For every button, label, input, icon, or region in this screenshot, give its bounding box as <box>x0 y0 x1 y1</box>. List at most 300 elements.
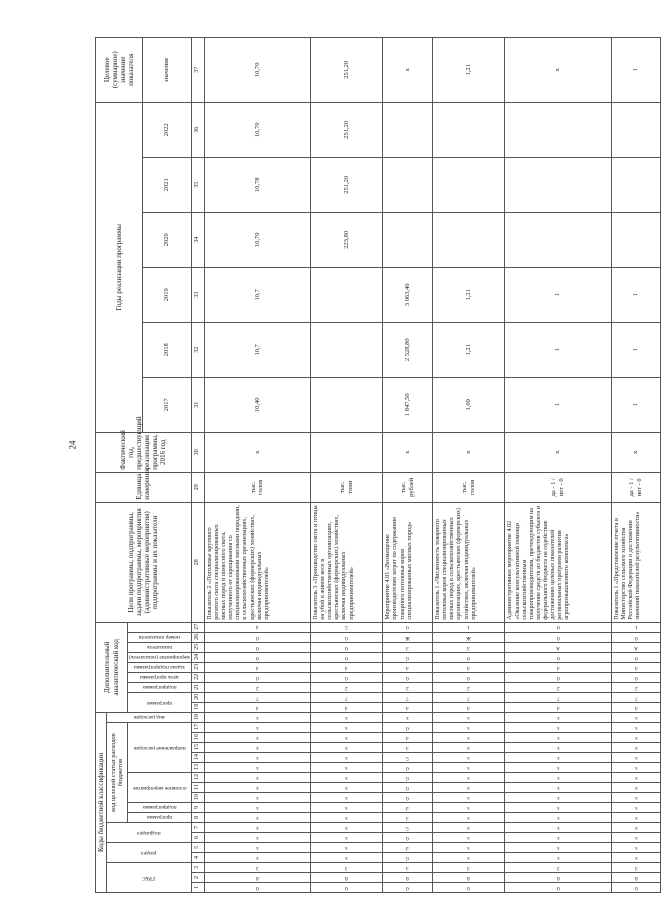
code-cell <box>505 873 611 883</box>
column-number-cell: 4 <box>191 853 204 863</box>
code-value: 0 <box>406 784 410 791</box>
code-value: х <box>255 814 259 821</box>
code-value: 8 <box>556 874 560 881</box>
code-cell <box>433 863 505 873</box>
table-body <box>204 37 661 892</box>
column-number-cell: 11 <box>191 783 204 793</box>
column-number-cell: 31 <box>191 377 204 432</box>
code-value: 4 <box>467 664 471 671</box>
code-value: х <box>467 814 471 821</box>
column-number-cell: 22 <box>191 672 204 682</box>
code-value: 7 <box>255 694 259 701</box>
code-value: 2 <box>467 684 471 691</box>
table-row <box>611 37 661 892</box>
row-year-value: 1 <box>611 322 661 377</box>
row-year-value: 10,70 <box>204 212 310 267</box>
a-col-goal: цель программы <box>140 673 179 680</box>
code-cell <box>204 853 310 863</box>
code-cell <box>310 743 382 753</box>
column-number-cell: 26 <box>191 632 204 642</box>
program-years-header: Годы реализации программы <box>96 102 143 432</box>
code-cell <box>611 672 661 682</box>
code-cell <box>505 702 611 712</box>
code-cell <box>433 642 505 652</box>
code-cell <box>505 622 611 632</box>
code-cell <box>383 692 433 702</box>
row-year-value: 10,70 <box>204 102 310 157</box>
code-value: 0 <box>406 834 410 841</box>
code-cell <box>433 803 505 813</box>
row-unit: да - 1 / нет - 0 <box>611 472 661 502</box>
code-value: х <box>467 844 471 851</box>
code-value: 5 <box>406 754 410 761</box>
code-cell <box>611 813 661 823</box>
code-cell <box>310 753 382 763</box>
year-2021: 2021 <box>142 157 191 212</box>
code-value: 0 <box>556 884 560 891</box>
code-value: х <box>255 724 259 731</box>
code-value: х <box>345 814 348 821</box>
code-cell <box>505 883 611 893</box>
code-value: 0 <box>345 654 348 661</box>
code-value: 0 <box>634 674 638 681</box>
code-cell <box>383 823 433 833</box>
code-value: х <box>467 824 471 831</box>
column-number-cell: 24 <box>191 652 204 662</box>
code-value: 5 <box>406 824 410 831</box>
table-row <box>505 37 611 892</box>
base-year-header: Фактический год, предшествующий реализации программы, 2016 год <box>96 432 192 472</box>
code-cell <box>433 662 505 672</box>
code-cell <box>204 783 310 793</box>
code-value: А <box>555 644 560 651</box>
code-cell <box>204 662 310 672</box>
code-value: 4 <box>255 704 259 711</box>
code-cell <box>433 783 505 793</box>
code-cell <box>611 652 661 662</box>
code-cell <box>505 793 611 803</box>
code-cell <box>505 672 611 682</box>
code-value: х <box>255 764 259 771</box>
code-cell <box>433 763 505 773</box>
code-value: х <box>634 744 638 751</box>
code-cell <box>383 642 433 652</box>
code-cell <box>204 803 310 813</box>
code-cell <box>383 702 433 712</box>
code-cell <box>433 652 505 662</box>
code-cell <box>310 662 382 672</box>
row-year-value: 251,20 <box>310 102 382 157</box>
code-value: х <box>255 714 259 721</box>
column-number-cell: 27 <box>191 622 204 632</box>
code-cell <box>310 652 382 662</box>
column-numbers-row <box>191 37 204 892</box>
code-cell <box>310 783 382 793</box>
code-cell <box>611 662 661 672</box>
code-cell <box>611 823 661 833</box>
code-cell <box>383 652 433 662</box>
code-value: 1 <box>634 624 638 631</box>
unit-header: Единица измерения <box>96 472 192 502</box>
code-value: 2 <box>255 684 259 691</box>
row-final-value: 251,20 <box>310 37 382 102</box>
code-cell <box>611 873 661 883</box>
code-cell <box>505 682 611 692</box>
row-year-value <box>310 377 382 432</box>
code-value: х <box>467 764 471 771</box>
code-value: 4 <box>406 664 410 671</box>
code-cell <box>433 682 505 692</box>
code-cell <box>310 883 382 893</box>
code-value: 8 <box>634 874 638 881</box>
row-base-value: х <box>433 432 505 472</box>
column-number-cell: 15 <box>191 743 204 753</box>
code-cell <box>204 743 310 753</box>
row-description: Показатель 1 «Численность товарного поголовья коров специализированных мясных пород в сельскохозяйственных организациях, крестьянских (фермерских) хозяйствах, включая индивидуальных предпринимателей» <box>433 502 505 622</box>
row-description: Административное мероприятие 4.02 «Оказание консультативной помощи сельскохозяйственным товаропроизводителям, претендующим на получение средств из бюджетов субъекта и федерального бюджета на содействие достижению целевых показателей региональных программ развития агропромышленного комплекса» <box>505 502 611 622</box>
code-value: 0 <box>467 884 471 891</box>
code-cell <box>505 723 611 733</box>
code-cell <box>310 773 382 783</box>
code-value: 7 <box>345 694 348 701</box>
code-cell <box>310 853 382 863</box>
code-cell <box>310 863 382 873</box>
code-cell <box>433 753 505 763</box>
code-value: 2 <box>556 684 560 691</box>
code-value: 0 <box>345 644 348 651</box>
row-year-value <box>433 157 505 212</box>
code-value: х <box>556 824 560 831</box>
column-number-cell: 25 <box>191 642 204 652</box>
row-year-value: 223,80 <box>310 212 382 267</box>
code-value: х <box>345 844 348 851</box>
code-cell <box>383 763 433 773</box>
code-cell <box>204 702 310 712</box>
column-number-cell: 17 <box>191 723 204 733</box>
row-unit: тыс. рублей <box>383 472 433 502</box>
code-value: 2 <box>406 684 410 691</box>
code-value: х <box>556 784 560 791</box>
code-value: 3 <box>255 864 259 871</box>
code-value: х <box>255 824 259 831</box>
code-value: 4 <box>406 704 410 711</box>
code-value: х <box>255 794 259 801</box>
code-cell <box>433 813 505 823</box>
row-year-value <box>611 102 661 157</box>
column-number-cell: 1 <box>191 883 204 893</box>
code-value: х <box>634 814 638 821</box>
code-value: 0 <box>556 624 560 631</box>
code-value: 3 <box>406 814 410 821</box>
subsection-header: подраздел <box>137 829 161 836</box>
code-value: 0 <box>255 644 259 651</box>
column-number-cell: 33 <box>191 267 204 322</box>
code-cell <box>310 763 382 773</box>
code-cell <box>383 783 433 793</box>
code-cell <box>433 733 505 743</box>
code-cell <box>383 813 433 823</box>
code-cell <box>433 793 505 803</box>
code-value: х <box>556 794 560 801</box>
column-number-cell: 16 <box>191 733 204 743</box>
code-value: х <box>467 794 471 801</box>
grbs-header: ГРБС <box>142 874 156 881</box>
code-cell <box>310 733 382 743</box>
code-value: 0 <box>406 854 410 861</box>
code-value: 1 <box>467 624 471 631</box>
code-cell <box>433 692 505 702</box>
code-value: х <box>467 744 471 751</box>
code-cell <box>383 682 433 692</box>
code-value: х <box>634 854 638 861</box>
code-cell <box>310 682 382 692</box>
code-cell <box>505 743 611 753</box>
code-value: 4 <box>255 624 259 631</box>
code-cell <box>433 702 505 712</box>
code-cell <box>204 672 310 682</box>
row-year-value <box>505 102 611 157</box>
row-year-value: 251,20 <box>310 157 382 212</box>
column-number-cell: 8 <box>191 813 204 823</box>
code-cell <box>310 823 382 833</box>
code-cell <box>433 723 505 733</box>
additional-code-header: Дополнительный аналитический код <box>96 622 128 712</box>
row-year-value <box>505 212 611 267</box>
code-cell <box>505 783 611 793</box>
code-cell <box>204 813 310 823</box>
code-value: 0 <box>406 654 410 661</box>
code-cell <box>383 873 433 883</box>
code-cell <box>204 863 310 873</box>
row-description: Показатель 3 «Производство скота и птицы на убой в живом весе в сельскохозяйственных организациях, крестьянских (фермерских) хозяйствах, включая индивидуальных предпринимателей» <box>310 502 382 622</box>
code-value: 4 <box>467 704 471 711</box>
row-final-value: х <box>505 37 611 102</box>
code-value: 0 <box>634 654 638 661</box>
code-cell <box>310 702 382 712</box>
row-unit: тыс. голов <box>433 472 505 502</box>
code-value: х <box>556 764 560 771</box>
column-number-cell: 14 <box>191 753 204 763</box>
code-value: х <box>255 744 259 751</box>
a-col-task: задача подпрограммы <box>133 663 185 670</box>
code-value: 0 <box>556 634 560 641</box>
code-value: 0 <box>556 654 560 661</box>
code-cell <box>433 672 505 682</box>
code-value: х <box>556 734 560 741</box>
column-number-cell: 5 <box>191 843 204 853</box>
row-description: Показатель 1 «Представление отчета в Министерство сельского хозяйства Российской Федерации о достижении значений показателей результативности» <box>611 502 661 622</box>
code-cell <box>204 652 310 662</box>
code-value: х <box>467 724 471 731</box>
code-value: х <box>556 724 560 731</box>
code-value: х <box>255 834 259 841</box>
code-cell <box>433 773 505 783</box>
code-value: х <box>467 834 471 841</box>
row-base-value: х <box>611 432 661 472</box>
code-value: х <box>345 784 348 791</box>
column-number-cell: 37 <box>191 37 204 102</box>
code-cell <box>383 853 433 863</box>
row-base-value <box>310 432 382 472</box>
code-value: х <box>556 834 560 841</box>
section-header: раздел <box>141 849 157 856</box>
code-value: 7 <box>406 694 410 701</box>
code-value: х <box>556 714 560 721</box>
code-cell <box>433 632 505 642</box>
code-cell <box>204 733 310 743</box>
row-year-value: 10,78 <box>204 157 310 212</box>
row-year-value <box>383 212 433 267</box>
code-cell <box>611 773 661 783</box>
code-value: 3 <box>406 744 410 751</box>
code-cell <box>383 773 433 783</box>
code-value: 4 <box>556 704 560 711</box>
row-year-value: 1,21 <box>433 267 505 322</box>
code-cell <box>611 883 661 893</box>
code-value: 8 <box>345 874 348 881</box>
code-cell <box>383 632 433 642</box>
code-value: х <box>255 804 259 811</box>
code-cell <box>611 642 661 652</box>
code-value: 8 <box>406 874 410 881</box>
code-value: 4 <box>406 804 410 811</box>
code-cell <box>611 793 661 803</box>
code-cell <box>204 823 310 833</box>
code-value: 0 <box>255 674 259 681</box>
final-value-header: Целевое (суммарное) значение показателя <box>96 37 143 102</box>
table-row <box>310 37 382 892</box>
code-value: х <box>634 754 638 761</box>
row-year-value: 10,7 <box>204 267 310 322</box>
code-value: х <box>345 744 348 751</box>
code-cell <box>310 712 382 722</box>
code-value: 7 <box>556 694 560 701</box>
code-cell <box>505 773 611 783</box>
code-value: х <box>634 794 638 801</box>
code-value: 0 <box>406 724 410 731</box>
code-value: х <box>345 714 348 721</box>
code-cell <box>611 753 661 763</box>
code-cell <box>383 793 433 803</box>
code-cell <box>611 622 661 632</box>
code-value: х <box>345 734 348 741</box>
table-row <box>383 37 433 892</box>
column-number-cell: 3 <box>191 863 204 873</box>
code-cell <box>310 803 382 813</box>
code-value: х <box>255 754 259 761</box>
code-cell <box>433 712 505 722</box>
code-value: х <box>345 724 348 731</box>
code-cell <box>505 692 611 702</box>
code-cell <box>433 823 505 833</box>
code-cell <box>204 753 310 763</box>
code-cell <box>383 622 433 632</box>
code-cell <box>611 702 661 712</box>
page-number: 24 <box>67 440 78 450</box>
code-cell <box>433 743 505 753</box>
code-value: 0 <box>406 774 410 781</box>
column-number-cell: 13 <box>191 763 204 773</box>
code-cell <box>433 853 505 863</box>
code-value: х <box>634 764 638 771</box>
year-2018: 2018 <box>142 322 191 377</box>
code-value: 0 <box>406 884 410 891</box>
code-cell <box>310 813 382 823</box>
code-value: х <box>345 824 348 831</box>
targets-header: Цели программы, подпрограммы, задачи подпрограммы, мероприятия (административные мероприятия) подпрограммы и их показатели <box>96 502 192 622</box>
code-cell <box>204 873 310 883</box>
row-year-value: 1 847,50 <box>383 377 433 432</box>
code-cell <box>383 863 433 873</box>
code-value: 0 <box>467 654 471 661</box>
code-cell <box>383 733 433 743</box>
code-cell <box>433 873 505 883</box>
table-row <box>433 37 505 892</box>
rotated-table-wrapper <box>95 38 643 893</box>
row-final-value: х <box>383 37 433 102</box>
code-value: х <box>556 854 560 861</box>
code-cell <box>383 672 433 682</box>
code-cell <box>310 843 382 853</box>
code-cell <box>611 843 661 853</box>
code-value: х <box>255 854 259 861</box>
code-cell <box>204 763 310 773</box>
code-value: х <box>467 784 471 791</box>
code-cell <box>505 763 611 773</box>
code-cell <box>204 632 310 642</box>
vr-header: вид расходов <box>133 714 165 720</box>
code-value: 3 <box>467 864 471 871</box>
code-value: х <box>345 794 348 801</box>
code-value: х <box>634 844 638 851</box>
code-cell <box>611 743 661 753</box>
code-cell <box>204 833 310 843</box>
code-value: х <box>634 784 638 791</box>
code-value: х <box>634 714 638 721</box>
code-value: х <box>556 744 560 751</box>
row-year-value: 10,7 <box>204 322 310 377</box>
code-cell <box>204 723 310 733</box>
row-unit: да - 1 / нет - 0 <box>505 472 611 502</box>
code-value: х <box>467 734 471 741</box>
code-cell <box>505 803 611 813</box>
column-number-cell: 34 <box>191 212 204 267</box>
code-cell <box>310 632 382 642</box>
code-value: 2 <box>345 684 348 691</box>
year-2022: 2022 <box>142 102 191 157</box>
row-final-value: 10,70 <box>204 37 310 102</box>
code-cell <box>505 712 611 722</box>
column-number-cell: 7 <box>191 823 204 833</box>
code-cell <box>611 632 661 642</box>
column-number-cell: 32 <box>191 322 204 377</box>
row-final-value: 1 <box>611 37 661 102</box>
column-number-cell: 36 <box>191 102 204 157</box>
row-base-value: х <box>505 432 611 472</box>
year-2017: 2017 <box>142 377 191 432</box>
row-year-value: 1 <box>505 267 611 322</box>
code-value: 0 <box>634 884 638 891</box>
code-cell <box>505 632 611 642</box>
row-year-value <box>310 267 382 322</box>
code-value: 7 <box>634 694 638 701</box>
code-cell <box>611 723 661 733</box>
code-cell <box>433 833 505 843</box>
code-value: Ж <box>466 634 472 641</box>
code-value: 3 <box>467 644 471 651</box>
code-value: х <box>556 844 560 851</box>
column-number-cell: 10 <box>191 793 204 803</box>
